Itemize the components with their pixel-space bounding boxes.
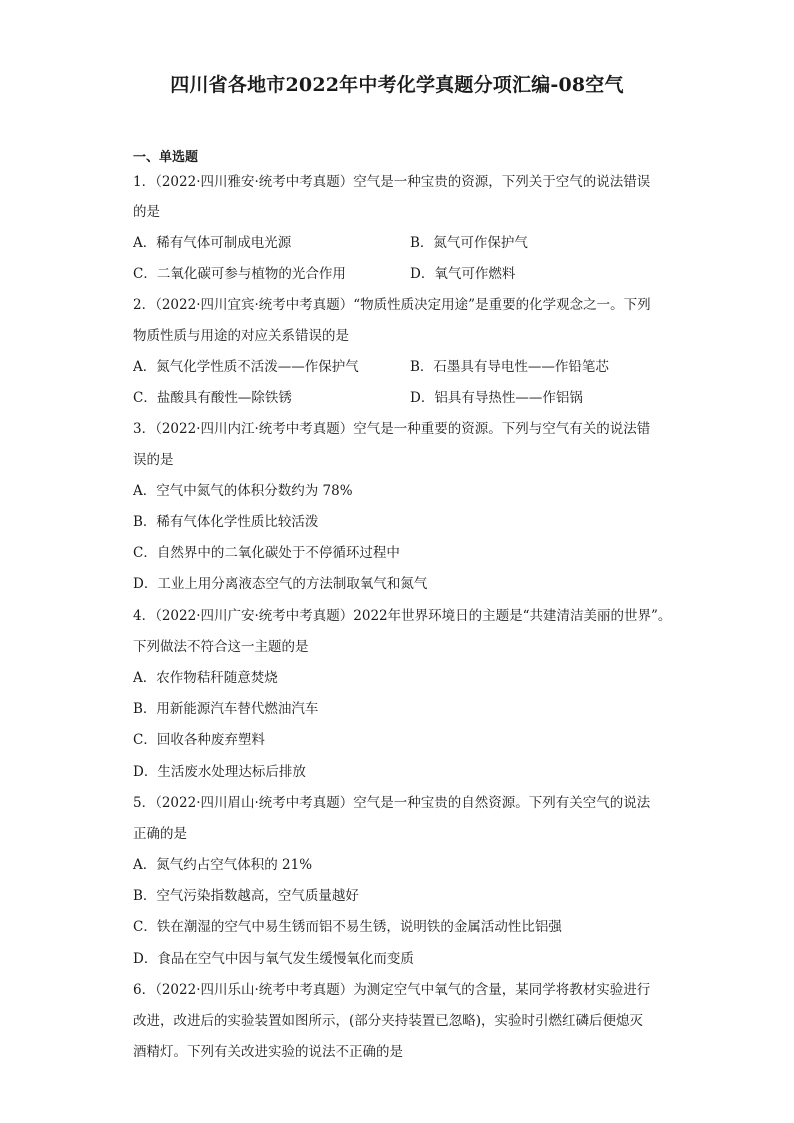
question-1-option-d: D．氧气可作燃料 (410, 266, 516, 282)
question-2-option-d: D．铝具有导热性——作铝锅 (410, 390, 583, 406)
question-5-option-a: A．氮气约占空气体积的 21% (133, 857, 313, 873)
question-4-stem-cont: 下列做法不符合这一主题的是 (133, 639, 309, 655)
question-1-option-a: A．稀有气体可制成电光源 (133, 235, 292, 251)
question-1-stem-cont: 的是 (133, 204, 160, 220)
question-6-stem: 6．（2022·四川乐山·统考中考真题）为测定空气中氧气的含量，某同学将教材实验进行 (133, 982, 651, 998)
question-6-stem-cont-2: 酒精灯。下列有关改进实验的说法不正确的是 (133, 1044, 403, 1060)
question-2-stem: 2．（2022·四川宜宾·统考中考真题）“物质性质决定用途”是重要的化学观念之一。下列 (133, 297, 651, 313)
question-5-stem: 5．（2022·四川眉山·统考中考真题）空气是一种宝贵的自然资源。下列有关空气的说法 (133, 795, 651, 811)
question-4-stem: 4．（2022·四川广安·统考中考真题）2022年世界环境日的主题是“共建清洁美丽的世界”。 (133, 608, 672, 624)
question-3-option-a: A．空气中氮气的体积分数约为 78% (133, 483, 353, 499)
section-heading: 一、单选题 (133, 150, 199, 165)
question-2-option-a: A．氮气化学性质不活泼——作保护气 (133, 359, 359, 375)
question-5-option-d: D．食品在空气中因与氧气发生缓慢氧化而变质 (133, 951, 414, 967)
page-title: 四川省各地市2022年中考化学真题分项汇编-08空气 (170, 74, 624, 96)
question-4-option-b: B．用新能源汽车替代燃油汽车 (133, 701, 319, 717)
question-5-stem-cont: 正确的是 (133, 826, 187, 842)
question-3-stem-cont: 误的是 (133, 452, 174, 468)
question-6-stem-cont: 改进，改进后的实验装置如图所示，(部分夹持装置已忽略)，实验时引燃红磷后便熄灭 (133, 1013, 644, 1029)
question-2-option-c: C．盐酸具有酸性—除铁锈 (133, 390, 292, 406)
question-2-option-b: B．石墨具有导电性——作铅笔芯 (410, 359, 609, 375)
question-2-stem-cont: 物质性质与用途的对应关系错误的是 (133, 328, 349, 344)
question-5-option-b: B．空气污染指数越高，空气质量越好 (133, 888, 359, 904)
question-4-option-a: A．农作物秸秆随意焚烧 (133, 670, 278, 686)
question-4-option-d: D．生活废水处理达标后排放 (133, 764, 306, 780)
question-1-option-c: C．二氧化碳可参与植物的光合作用 (133, 266, 346, 282)
question-1-option-b: B．氮气可作保护气 (410, 235, 528, 251)
question-1-stem: 1．（2022·四川雅安·统考中考真题）空气是一种宝贵的资源，下列关于空气的说法错误 (133, 174, 651, 190)
question-5-option-c: C．铁在潮湿的空气中易生锈而铝不易生锈，说明铁的金属活动性比铝强 (133, 919, 562, 935)
question-3-option-d: D．工业上用分离液态空气的方法制取氧气和氮气 (133, 576, 428, 592)
question-4-option-c: C．回收各种废弃塑料 (133, 732, 265, 748)
question-3-stem: 3．（2022·四川内江·统考中考真题）空气是一种重要的资源。下列与空气有关的说法错 (133, 421, 651, 437)
question-3-option-b: B．稀有气体化学性质比较活泼 (133, 514, 319, 530)
question-3-option-c: C．自然界中的二氧化碳处于不停循环过程中 (133, 545, 400, 561)
